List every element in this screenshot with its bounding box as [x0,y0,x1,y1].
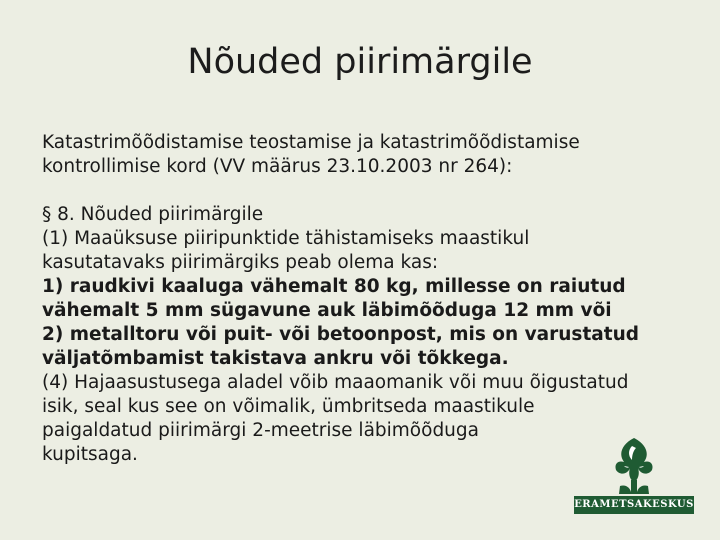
regulation-line: 1) raudkivi kaaluga vähemalt 80 kg, millesse on raiutud [42,276,626,297]
regulation-text [42,203,692,467]
slide-title: Nõuded piirimärgile [187,42,533,82]
regulation-line: (1) Maaüksuse piiripunktide tähistamiseks maastikul [42,228,530,249]
regulation-line: kupitsaga. [42,444,138,465]
regulation-line: kasutatavaks piirimärgiks peab olema kas: [42,252,439,273]
intro-text [42,131,682,179]
regulation-line: väljatõmbamist takistava ankru või tõkkega. [42,348,509,369]
regulation-line: paigaldatud piirimärgi 2-meetrise läbimõõduga [42,420,479,441]
regulation-line: vähemalt 5 mm sügavune auk läbimõõduga 12 mm või [42,300,612,321]
intro-line: kontrollimise kord (VV määrus 23.10.2003 nr 264): [42,156,513,177]
tree-emblem-icon [574,434,694,496]
erametsakeskus-logo [574,434,694,520]
regulation-line: 2) metalltoru või puit- või betoonpost, mis on varustatud [42,324,640,345]
regulation-line: (4) Hajaasustusega aladel võib maaomanik või muu õigustatud [42,372,629,393]
logo-wordmark: ERAMETSAKESKUS [574,496,694,514]
regulation-line: § 8. Nõuded piirimärgile [42,204,264,225]
regulation-line: isik, seal kus see on võimalik, ümbritseda maastikule [42,396,535,417]
intro-line: Katastrimõõdistamise teostamise ja katastrimõõdistamise [42,132,580,153]
